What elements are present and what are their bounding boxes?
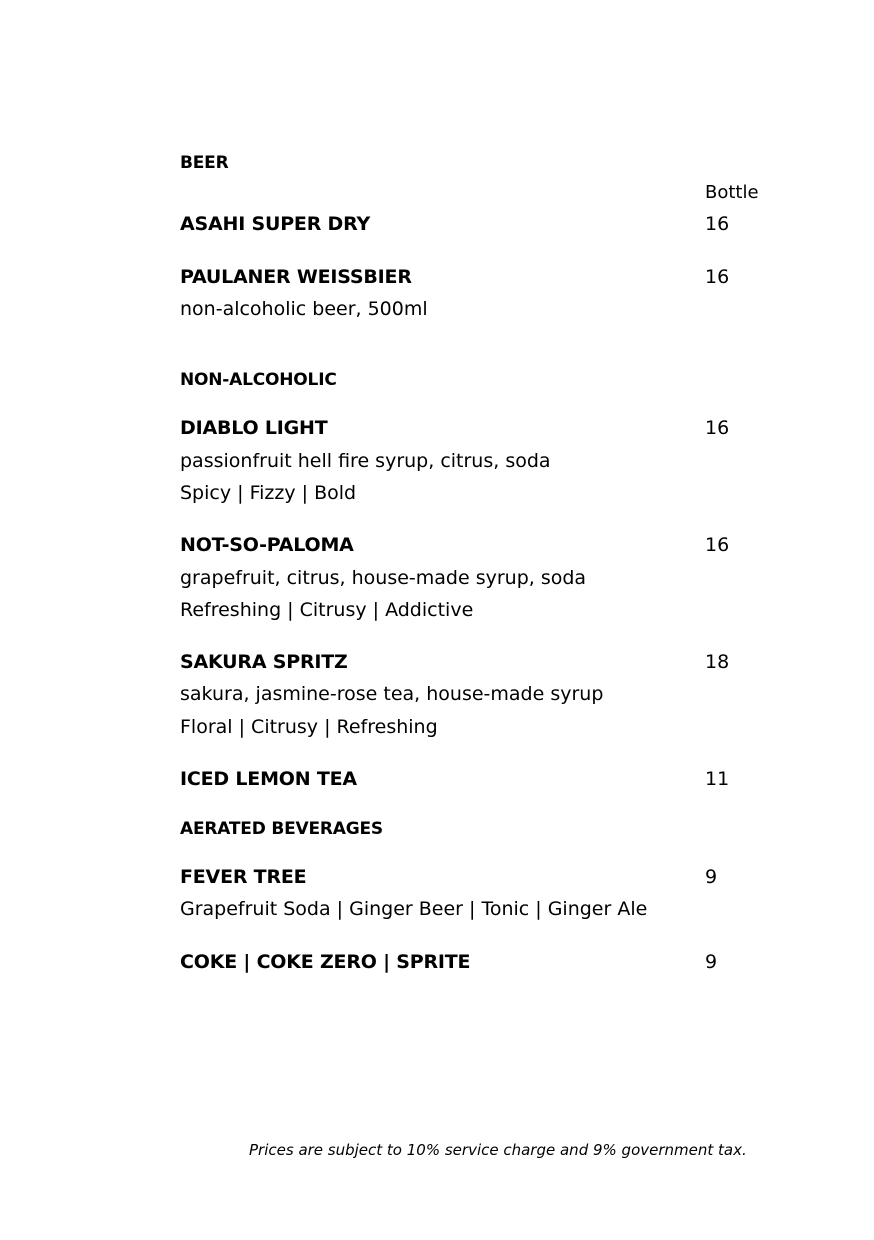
item-price-diablo-light: 16 (705, 417, 730, 439)
item-name-sakura-spritz: SAKURA SPRITZ (180, 651, 348, 673)
item-price-paulaner: 16 (705, 266, 730, 288)
item-desc-fever-tree: Grapefruit Soda | Ginger Beer | Tonic | Ginger Ale (180, 898, 648, 920)
item-price-sakura-spritz: 18 (705, 651, 730, 673)
item-notes-not-so-paloma: Refreshing | Citrusy | Addictive (180, 599, 474, 621)
item-desc-not-so-paloma: grapefruit, citrus, house-made syrup, soda (180, 567, 587, 589)
item-name-coke-sprite: COKE | COKE ZERO | SPRITE (180, 951, 471, 973)
item-price-asahi: 16 (705, 213, 730, 235)
item-notes-sakura-spritz: Floral | Citrusy | Refreshing (180, 716, 438, 738)
item-name-iced-lemon-tea: ICED LEMON TEA (180, 768, 357, 790)
item-price-not-so-paloma: 16 (705, 534, 730, 556)
item-price-fever-tree: 9 (705, 866, 718, 888)
item-desc-paulaner: non-alcoholic beer, 500ml (180, 298, 428, 320)
item-notes-diablo-light: Spicy | Fizzy | Bold (180, 482, 357, 504)
item-price-coke-sprite: 9 (705, 951, 718, 973)
item-name-not-so-paloma: NOT-SO-PALOMA (180, 534, 354, 556)
section-title-aerated-beverages: AERATED BEVERAGES (180, 819, 383, 839)
column-header-bottle: Bottle (705, 182, 759, 203)
item-desc-diablo-light: passionfruit hell fire syrup, citrus, soda (180, 450, 551, 472)
section-title-non-alcoholic: NON-ALCOHOLIC (180, 370, 337, 390)
item-price-iced-lemon-tea: 11 (705, 768, 730, 790)
section-title-beer: BEER (180, 153, 229, 173)
item-name-diablo-light: DIABLO LIGHT (180, 417, 328, 439)
item-desc-sakura-spritz: sakura, jasmine-rose tea, house-made syrup (180, 683, 604, 705)
item-name-asahi: ASAHI SUPER DRY (180, 213, 371, 235)
pricing-footnote: Prices are subject to 10% service charge and 9% government tax. (249, 1141, 747, 1159)
item-name-fever-tree: FEVER TREE (180, 866, 307, 888)
item-name-paulaner: PAULANER WEISSBIER (180, 266, 412, 288)
